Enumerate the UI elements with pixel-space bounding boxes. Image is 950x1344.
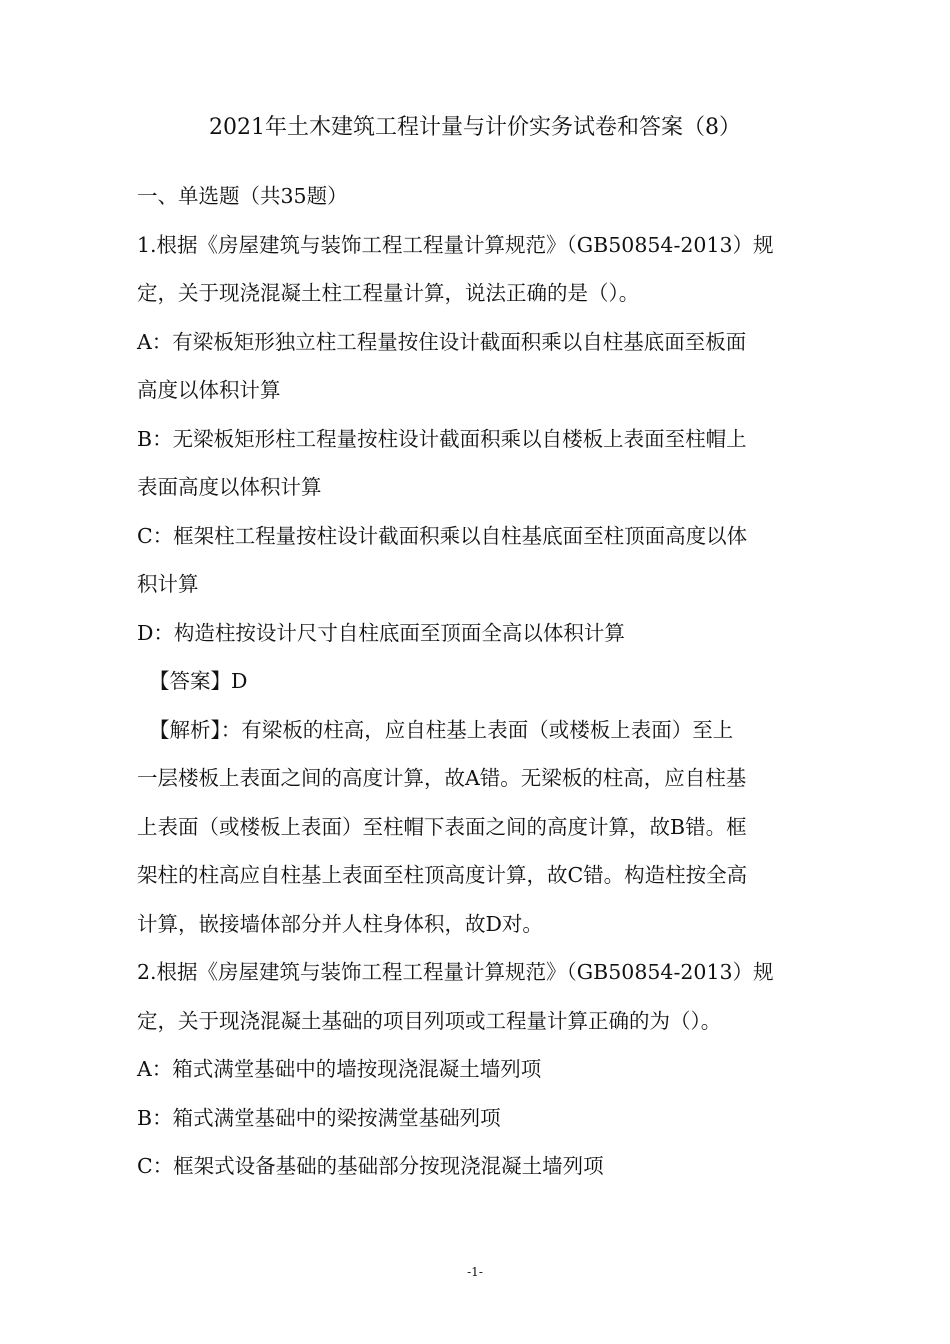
question-1-stem-line-2: 定，关于现浇混凝土柱工程量计算，说法正确的是（）。 (137, 281, 640, 305)
question-2-option-b: B：箱式满堂基础中的梁按满堂基础列项 (137, 1105, 501, 1130)
question-1-option-a-line-1: A：有梁板矩形独立柱工程量按住设计截面积乘以自柱基底面至板面 (137, 329, 747, 354)
question-2-stem-line-1: 2.根据《房屋建筑与装饰工程工程量计算规范》（GB50854-2013）规 (137, 960, 774, 984)
question-1-option-d: D：构造柱按设计尺寸自柱底面至顶面全高以体积计算 (137, 620, 625, 645)
question-1-analysis-line-5: 计算，嵌接墙体部分并人柱身体积，故D对。 (137, 911, 543, 936)
document-body (137, 172, 817, 1191)
section-heading: 一、单选题（共35题） (137, 184, 348, 208)
question-1-analysis-line-4: 架柱的柱高应自柱基上表面至柱顶高度计算，故C错。构造柱按全高 (137, 863, 748, 887)
document-title: 2021年土木建筑工程计量与计价实务试卷和答案（8） (209, 115, 741, 140)
question-1-option-c-line-1: C：框架柱工程量按柱设计截面积乘以自柱基底面至柱顶面高度以体 (137, 523, 748, 548)
question-2-option-a: A：箱式满堂基础中的墙按现浇混凝土墙列项 (137, 1057, 542, 1081)
question-1-analysis-line-1: 【解析】：有梁板的柱高，应自柱基上表面（或楼板上表面）至上 (149, 717, 734, 742)
question-1-option-c-line-2: 积计算 (137, 572, 199, 596)
question-2-stem-line-2: 定，关于现浇混凝土基础的项目列项或工程量计算正确的为（）。 (137, 1008, 722, 1033)
question-1-stem-line-1: 1.根据《房屋建筑与装饰工程工程量计算规范》（GB50854-2013）规 (137, 232, 774, 257)
question-1-analysis-line-3: 上表面（或楼板上表面）至柱帽下表面之间的高度计算，故B错。框 (137, 814, 747, 839)
question-1-option-a-line-2: 高度以体积计算 (137, 378, 281, 402)
question-1-option-b-line-1: B：无梁板矩形柱工程量按柱设计截面积乘以自楼板上表面至柱帽上 (137, 426, 747, 451)
question-1-answer: 【答案】D (149, 669, 248, 693)
question-2-option-c: C：框架式设备基础的基础部分按现浇混凝土墙列项 (137, 1154, 604, 1178)
question-1-option-b-line-2: 表面高度以体积计算 (137, 475, 322, 499)
question-1-analysis-line-2: 一层楼板上表面之间的高度计算，故A错。无梁板的柱高，应自柱基 (137, 766, 747, 790)
page-number: -1- (467, 1265, 483, 1279)
